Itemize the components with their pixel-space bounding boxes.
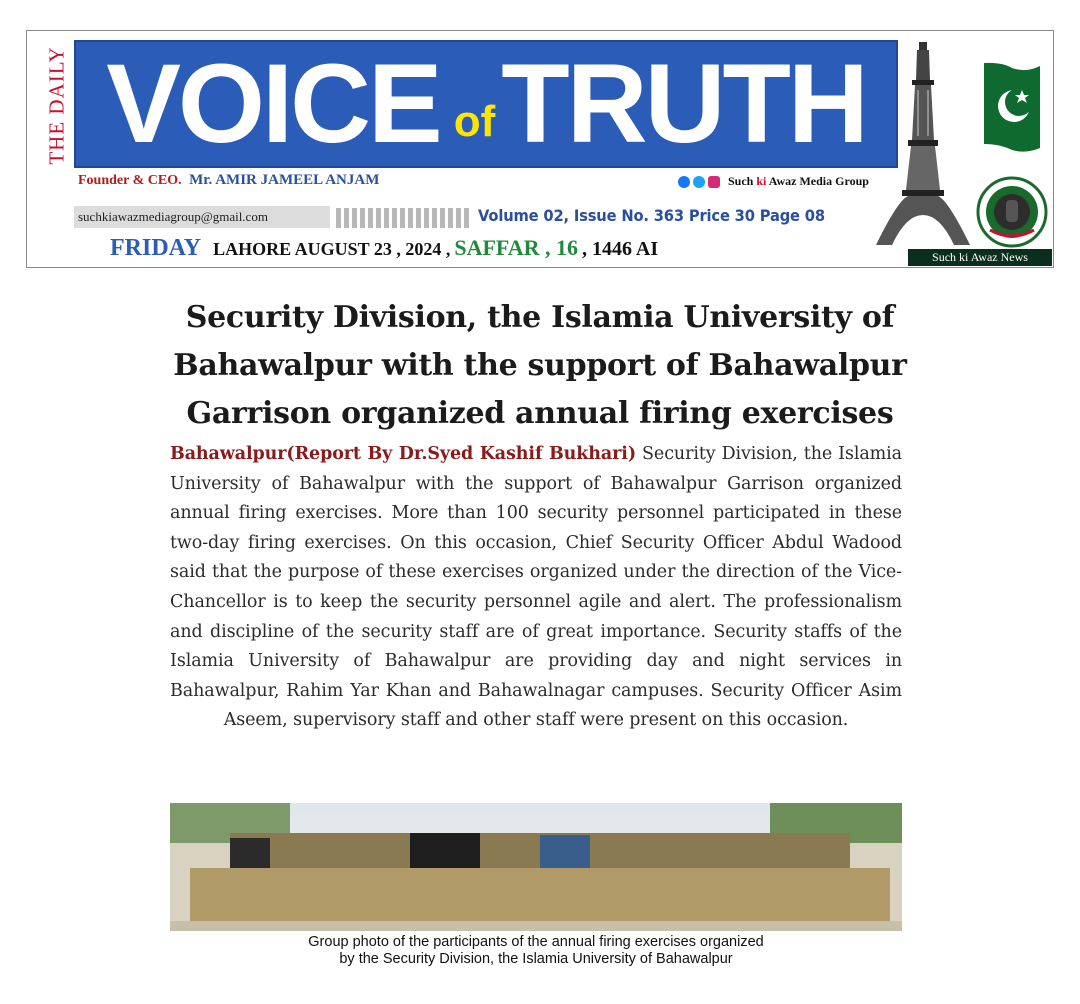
instagram-icon[interactable] <box>708 176 720 188</box>
title-voice: VOICE <box>106 41 440 166</box>
pakistan-flag-icon <box>962 60 1042 156</box>
city-date: LAHORE AUGUST 23 , 2024 , <box>213 239 451 259</box>
group-photo <box>170 803 902 931</box>
founder-label: Founder & CEO. <box>78 173 182 188</box>
title-truth: TRUTH <box>501 41 866 166</box>
facebook-icon[interactable] <box>678 176 690 188</box>
caption-line-1: Group photo of the participants of the annual firing exercises organized <box>308 934 764 950</box>
islamic-date: SAFFAR , 16 <box>454 235 578 260</box>
hijri-year: , 1446 AI <box>582 238 659 260</box>
newspaper-title-banner <box>74 40 898 168</box>
news-tag: Such ki Awaz News <box>908 249 1052 266</box>
founder-line <box>78 172 379 189</box>
article-headline: Security Division, the Islamia University of Bahawalpur with the support of Bahawalpur Garrison organized annual firing exercises <box>173 300 907 431</box>
emblem-icon <box>976 176 1048 248</box>
article-byline: Bahawalpur(Report By Dr.Syed Kashif Bukhari) <box>170 444 637 464</box>
volume-issue-line: Volume 02, Issue No. 363 Price 30 Page 08 <box>478 206 825 225</box>
caption-line-2: by the Security Division, the Islamia University of Bahawalpur <box>339 951 733 967</box>
article-body <box>170 440 902 736</box>
barcode-stripes <box>336 208 472 228</box>
founder-name: Mr. AMIR JAMEEL ANJAM <box>189 172 380 188</box>
email-address[interactable]: suchkiawazmediagroup@gmail.com <box>74 206 330 228</box>
weekday: FRIDAY <box>110 235 202 261</box>
the-daily-label: THE DAILY <box>44 45 69 165</box>
social-links <box>678 174 869 189</box>
media-group-name: Such ki Awaz Media Group <box>728 174 869 188</box>
article-body-text: Security Division, the Islamia University of Bahawalpur with the support of Bahawalpur Garrison organized annual firing exercises. More than 100 security personnel participated in these two-day firing exercises. On this occasion, Chief Security Officer Abdul Wadood said that the purpose of these exercises organized under the direction of the Vice-Chancellor is to keep the security personnel agile and alert. The professionalism and discipline of the security staff are of great importance. Security staffs of the Islamia University of Bahawalpur are providing day and night services in Bahawalpur, Rahim Yar Khan and Bahawalnagar campuses. Security Officer Asim Aseem, supervisory staff and other staff were present on this occasion. <box>170 444 903 731</box>
title-of: of <box>453 97 496 146</box>
photo-caption <box>170 934 902 968</box>
twitter-icon[interactable] <box>693 176 705 188</box>
dateline <box>110 235 658 262</box>
